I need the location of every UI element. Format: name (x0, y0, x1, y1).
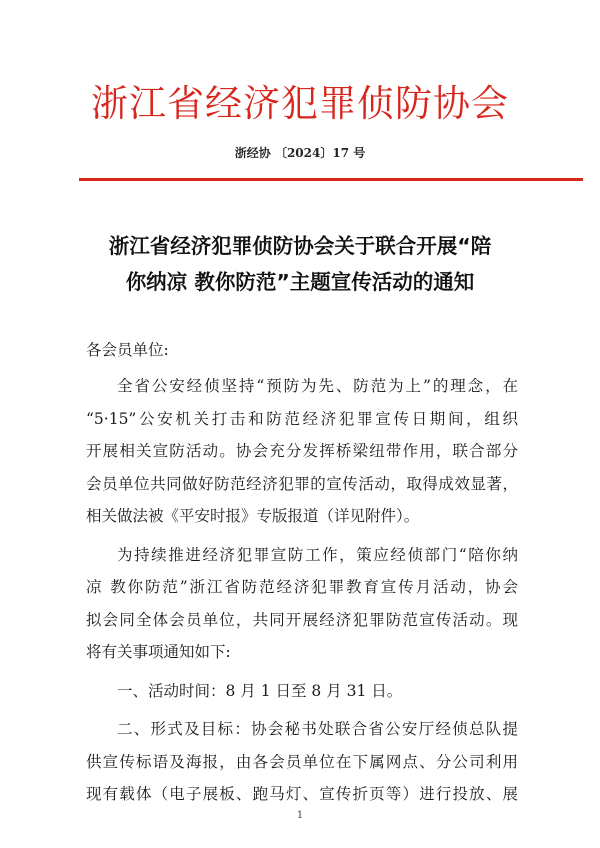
paragraph-line: 会员单位共同做好防范经济犯罪的宣传活动，取得成效显著， (86, 474, 518, 493)
paragraph-line: 相关做法被《平安时报》专版报道（详见附件）。 (86, 507, 420, 525)
paragraph-line: 开展相关宣防活动。协会充分发挥桥梁纽带作用，联合部分 (86, 442, 518, 460)
paragraph-line: 凉 教你防范”浙江省防范经济犯罪教育宣传月活动，协会 (86, 578, 518, 596)
body-text (86, 370, 518, 811)
document-number: 浙经协 〔2024〕17 号 (234, 146, 366, 160)
paragraph-line: 全省公安经侦坚持“预防为先、防范为上”的理念，在 (117, 377, 518, 395)
title-line-1: 浙江省经济犯罪侦防协会关于联合开展“陪 (108, 234, 492, 258)
paragraph-line: “5·15”公安机关打击和防范经济犯罪宣传日期间，组织 (86, 409, 518, 428)
paragraph-line: 拟会同全体会员单位，共同开展经济犯罪防范宣传活动。现 (86, 610, 518, 629)
notice-title (70, 228, 530, 300)
title-line-2: 你纳凉 教你防范”主题宣传活动的通知 (125, 270, 475, 294)
paragraph-line: 将有关事项通知如下: (86, 643, 231, 661)
paragraph-line: 二、形式及目标：协会秘书处联合省公安厅经侦总队提 (117, 720, 518, 738)
paragraph-line: 为持续推进经济犯罪宣防工作，策应经侦部门“陪你纳 (117, 545, 518, 564)
salutation: 各会员单位: (86, 341, 169, 359)
paragraph-line: 现有载体（电子展板、跑马灯、宣传折页等）进行投放、展 (86, 785, 518, 803)
paragraph-line: 供宣传标语及海报，由各会员单位在下属网点、分公司利用 (86, 752, 518, 771)
page-number: 1 (296, 810, 304, 821)
red-divider-line (79, 178, 583, 181)
organization-header: 浙江省经济犯罪侦防协会 (91, 82, 509, 125)
paragraph-line: 一、活动时间：8 月 1 日至 8 月 31 日。 (117, 681, 403, 700)
